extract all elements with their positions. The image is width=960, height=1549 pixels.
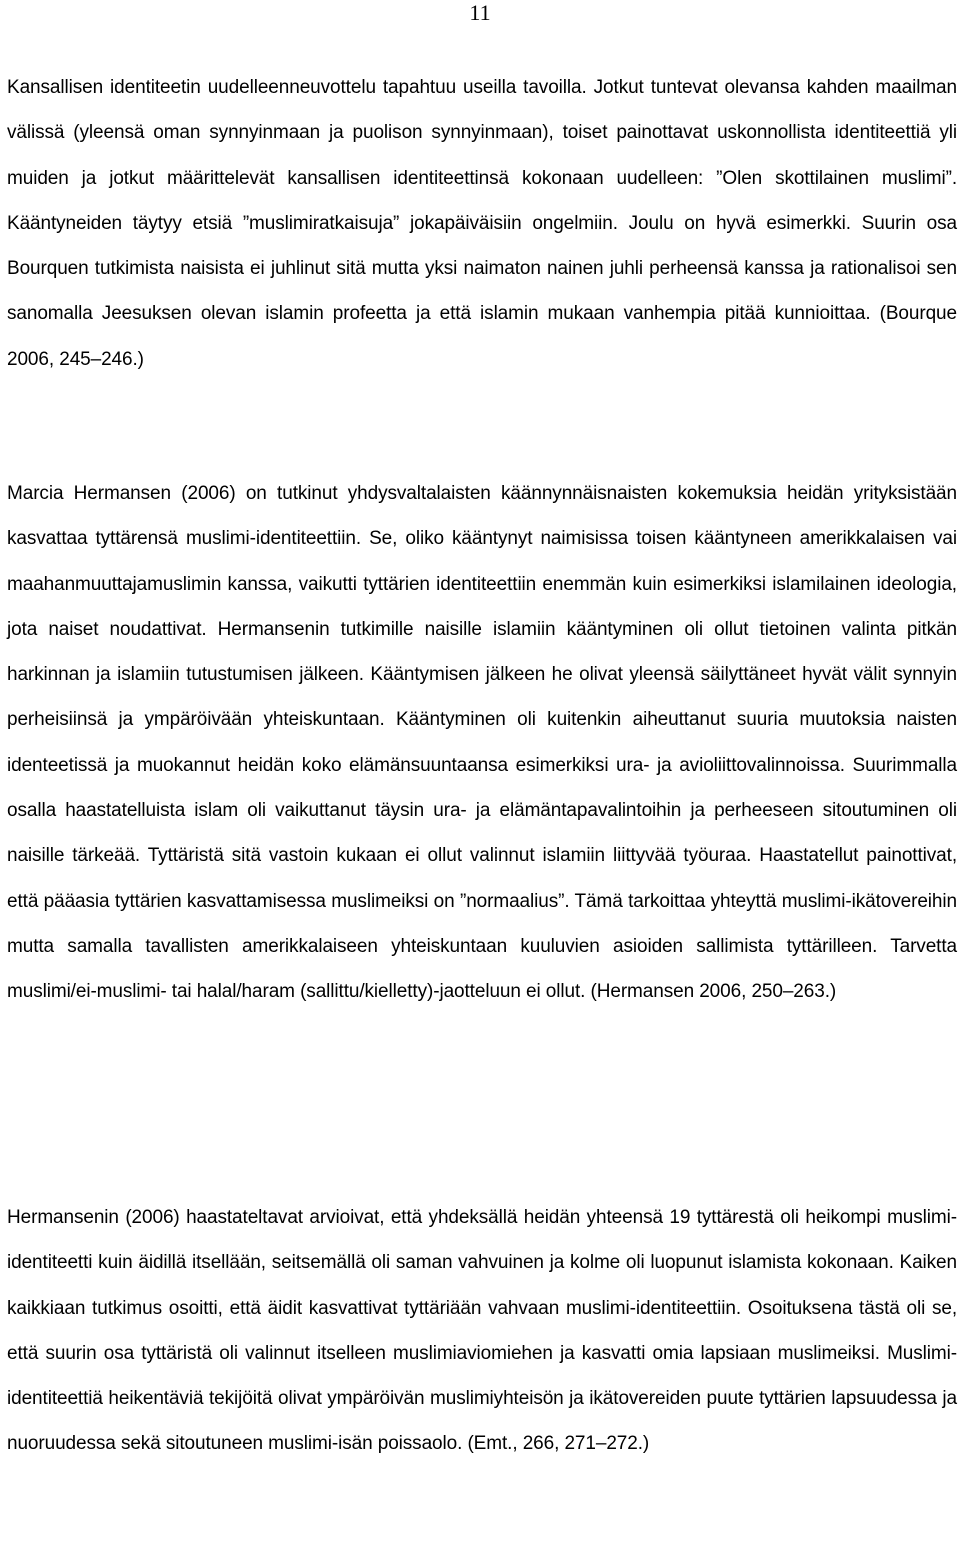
paragraph-hermansen-results: Hermansenin (2006) haastateltavat arvioivat, että yhdeksällä heidän yhteensä 19 tyttärestä oli heikompi muslimi-identiteetti kuin äidillä itsellään, seitsemällä oli saman vahvuinen ja kolme oli luopunut islamista kokonaan. Kaiken kaikkiaan tutkimus osoitti, että äidit kasvattivat tyttäriään vahvaan muslimi-identiteettiin. Osoituksena tästä oli se, että suurin osa tyttäristä oli valinnut itselleen muslimiaviomiehen ja kasvatti omia lapsiaan muslimeiksi. Muslimi-identiteettiä heikentäviä tekijöitä olivat ympäröivän muslimiyhteisön ja ikätovereiden puute tyttärien lapsuudessa ja nuoruudessa sekä sitoutuneen muslimi-isän poissaolo. (Emt., 266, 271–272.) bbox=[7, 1207, 957, 1455]
page-number: 11 bbox=[469, 0, 491, 25]
paragraph-national-identity: Kansallisen identiteetin uudelleenneuvottelu tapahtuu useilla tavoilla. Jotkut tuntevat olevansa kahden maailman välissä (yleensä oman synnyinmaan ja puolison synnyinmaan), toiset painottavat uskonnollista identiteettiä yli muiden ja jotkut määrittelevät kansallisen identiteettinsä kokonaan uudelleen: ”Olen skottilainen muslimi”. Kääntyneiden täytyy etsiä ”muslimiratkaisuja” jokapäiväisiin ongelmiin. Joulu on hyvä esimerkki. Suurin osa Bourquen tutkimista naisista ei juhlinut sitä mutta yksi naimaton nainen juhli perheensä kanssa ja rationalisoi sen sanomalla Jeesuksen olevan islamin profeetta ja että islamin mukaan vanhempia pitää kunnioittaa. (Bourque 2006, 245–246.) bbox=[7, 77, 957, 370]
paragraph-hermansen-study: Marcia Hermansen (2006) on tutkinut yhdysvaltalaisten käännynnäisnaisten kokemuksia heidän yrityksistään kasvattaa tyttärensä muslimi-identiteettiin. Se, oliko kääntynyt naimisissa toisen kääntyneen amerikkalaisen vai maahanmuuttajamuslimin kanssa, vaikutti tyttärien identiteettiin enemmän kuin esimerkiksi islamilainen ideologia, jota naiset noudattivat. Hermansenin tutkimille naisille islamiin kääntyminen oli ollut tietoinen valinta pitkän harkinnan ja islamiin tutustumisen jälkeen. Kääntymisen jälkeen he olivat yleensä säilyttäneet hyvät välit synnyin perheisiinsä ja ympäröivään yhteiskuntaan. Kääntyminen oli kuitenkin aiheuttanut suuria muutoksia naisten identeetissä ja muokannut heidän koko elämänsuuntaansa esimerkiksi ura- ja avioliittovalinnoissa. Suurimmalla osalla haastatelluista islam oli vaikuttanut täysin ura- ja elämäntapavalintoihin ja perheeseen sitoutuminen oli naisille tärkeää. Tyttäristä sitä vastoin kukaan ei ollut valinnut islamiin liittyvää työuraa. Haastatellut painottivat, että pääasia tyttärien kasvattamisessa muslimeiksi on ”normaalius”. Tämä tarkoittaa yhteyttä muslimi-ikätovereihin mutta samalla tavallisten amerikkalaiseen yhteiskuntaan kuuluvien asioiden sallimista tyttärilleen. Tarvetta muslimi/ei-muslimi- tai halal/haram (sallittu/kielletty)-jaotteluun ei ollut. (Hermansen 2006, 250–263.) bbox=[7, 483, 957, 1003]
